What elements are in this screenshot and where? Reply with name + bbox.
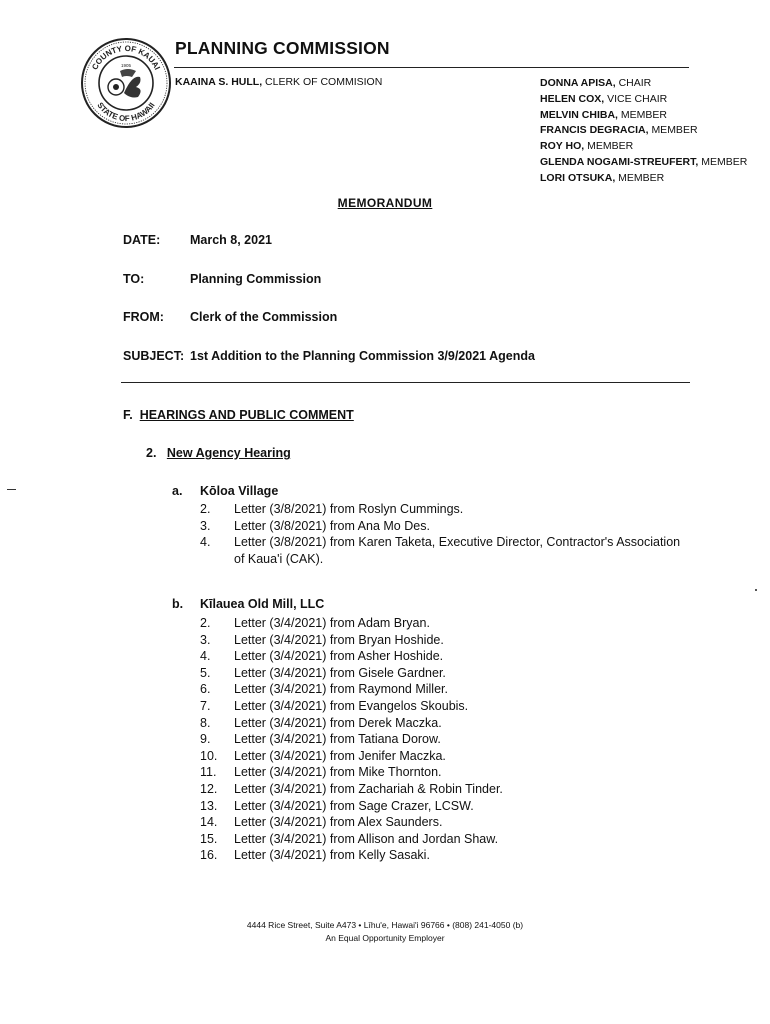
footer-address: 4444 Rice Street, Suite A473 • Līhu'e, Hawai'i 96766 • (808) 241-4050 (b) [246, 920, 524, 930]
from-value: Clerk of the Commission [190, 310, 338, 324]
item-a-title: Kōloa Village [200, 484, 279, 498]
member-entry: DONNA APISA, CHAIR [540, 77, 652, 89]
subsection-2-heading [146, 446, 291, 460]
section-f-heading [123, 408, 354, 422]
member-entry: LORI OTSUKA, MEMBER [540, 171, 665, 184]
item-a-letters [200, 501, 684, 567]
list-item: 12. Letter (3/4/2021) from Zachariah & Robin Tinder. [200, 781, 503, 796]
date-label: DATE: [123, 233, 161, 247]
seal-year: 1905 [120, 63, 132, 68]
list-item: 5. Letter (3/4/2021) from Gisele Gardner. [200, 665, 446, 680]
date-row [123, 233, 272, 247]
from-label: FROM: [123, 310, 164, 324]
subject-label: SUBJECT: [123, 349, 185, 363]
memo-title-wrap [0, 196, 770, 210]
item-a-marker: a. [172, 484, 183, 498]
memo-divider [121, 382, 690, 383]
list-item: 2. Letter (3/4/2021) from Adam Bryan. [200, 616, 430, 630]
svg-text:STATE OF HAWAII [95, 101, 156, 123]
list-item: 7. Letter (3/4/2021) from Evangelos Skoubis. [200, 698, 469, 713]
list-item: 14. Letter (3/4/2021) from Alex Saunders. [200, 815, 443, 830]
county-seal [80, 37, 172, 129]
list-item: 15. Letter (3/4/2021) from Allison and Jordan Shaw. [200, 831, 499, 846]
clerk-line [175, 76, 382, 88]
member-entry: MELVIN CHIBA, MEMBER [540, 108, 667, 121]
list-item: 16. Letter (3/4/2021) from Kelly Sasaki. [200, 848, 430, 863]
list-item: 10. Letter (3/4/2021) from Jenifer Maczka. [200, 748, 446, 763]
date-value: March 8, 2021 [190, 233, 272, 247]
to-label: TO: [123, 272, 145, 286]
list-item: 9. Letter (3/4/2021) from Tatiana Dorow. [200, 732, 441, 747]
subject-value: 1st Addition to the Planning Commission 3/9/2021 Agenda [190, 349, 535, 363]
scan-margin-mark [7, 489, 16, 490]
org-title: PLANNING COMMISSION [175, 38, 390, 58]
member-entry: GLENDA NOGAMI-STREUFERT, MEMBER [540, 155, 748, 168]
subject-row [123, 349, 535, 363]
list-item: 11. Letter (3/4/2021) from Mike Thornton. [200, 765, 442, 780]
list-item: 2. Letter (3/8/2021) from Roslyn Cummings. [200, 502, 464, 516]
clerk-name: KAAINA S. HULL, [175, 76, 263, 88]
section-f-title: HEARINGS AND PUBLIC COMMENT [139, 408, 354, 422]
list-item: 4. Letter (3/4/2021) from Asher Hoshide. [200, 649, 444, 664]
footer-eeo: An Equal Opportunity Employer [325, 933, 445, 943]
page-footer [0, 919, 770, 945]
item-b-heading [172, 597, 324, 611]
list-item: 3. Letter (3/4/2021) from Bryan Hoshide. [200, 632, 444, 647]
item-b-letters [200, 615, 684, 864]
member-entry: ROY HO, MEMBER [540, 140, 634, 153]
section-f-marker: F. [123, 408, 133, 422]
scan-margin-dot [755, 589, 757, 591]
item-b-marker: b. [172, 597, 184, 611]
subsection-2-marker: 2. [146, 446, 157, 460]
to-row [123, 272, 321, 286]
members-list [540, 76, 747, 187]
memo-title: MEMORANDUM [337, 196, 433, 210]
header-divider [174, 67, 689, 68]
list-item: 3. Letter (3/8/2021) from Ana Mo Des. [200, 518, 430, 533]
member-entry: FRANCIS DEGRACIA, MEMBER [540, 124, 698, 137]
list-item: 4. Letter (3/8/2021) from Karen Taketa, Executive Director, Contractor's Association of Kaua'i (CAK). [200, 535, 681, 566]
list-item: 6. Letter (3/4/2021) from Raymond Miller. [200, 682, 448, 697]
list-item: 8. Letter (3/4/2021) from Derek Maczka. [200, 715, 442, 730]
to-value: Planning Commission [190, 272, 322, 286]
from-row [123, 310, 337, 324]
seal-bottom-text: STATE OF HAWAII [95, 100, 157, 124]
list-item: 13. Letter (3/4/2021) from Sage Crazer, LCSW. [200, 798, 474, 813]
seal-top-text: COUNTY OF KAUAI [90, 43, 162, 72]
member-entry: HELEN COX, VICE CHAIR [540, 92, 668, 105]
item-b-title: Kīlauea Old Mill, LLC [200, 597, 325, 611]
subsection-2-title: New Agency Hearing [166, 446, 291, 460]
item-a-heading [172, 484, 278, 498]
clerk-role: CLERK OF COMMISION [265, 76, 383, 88]
